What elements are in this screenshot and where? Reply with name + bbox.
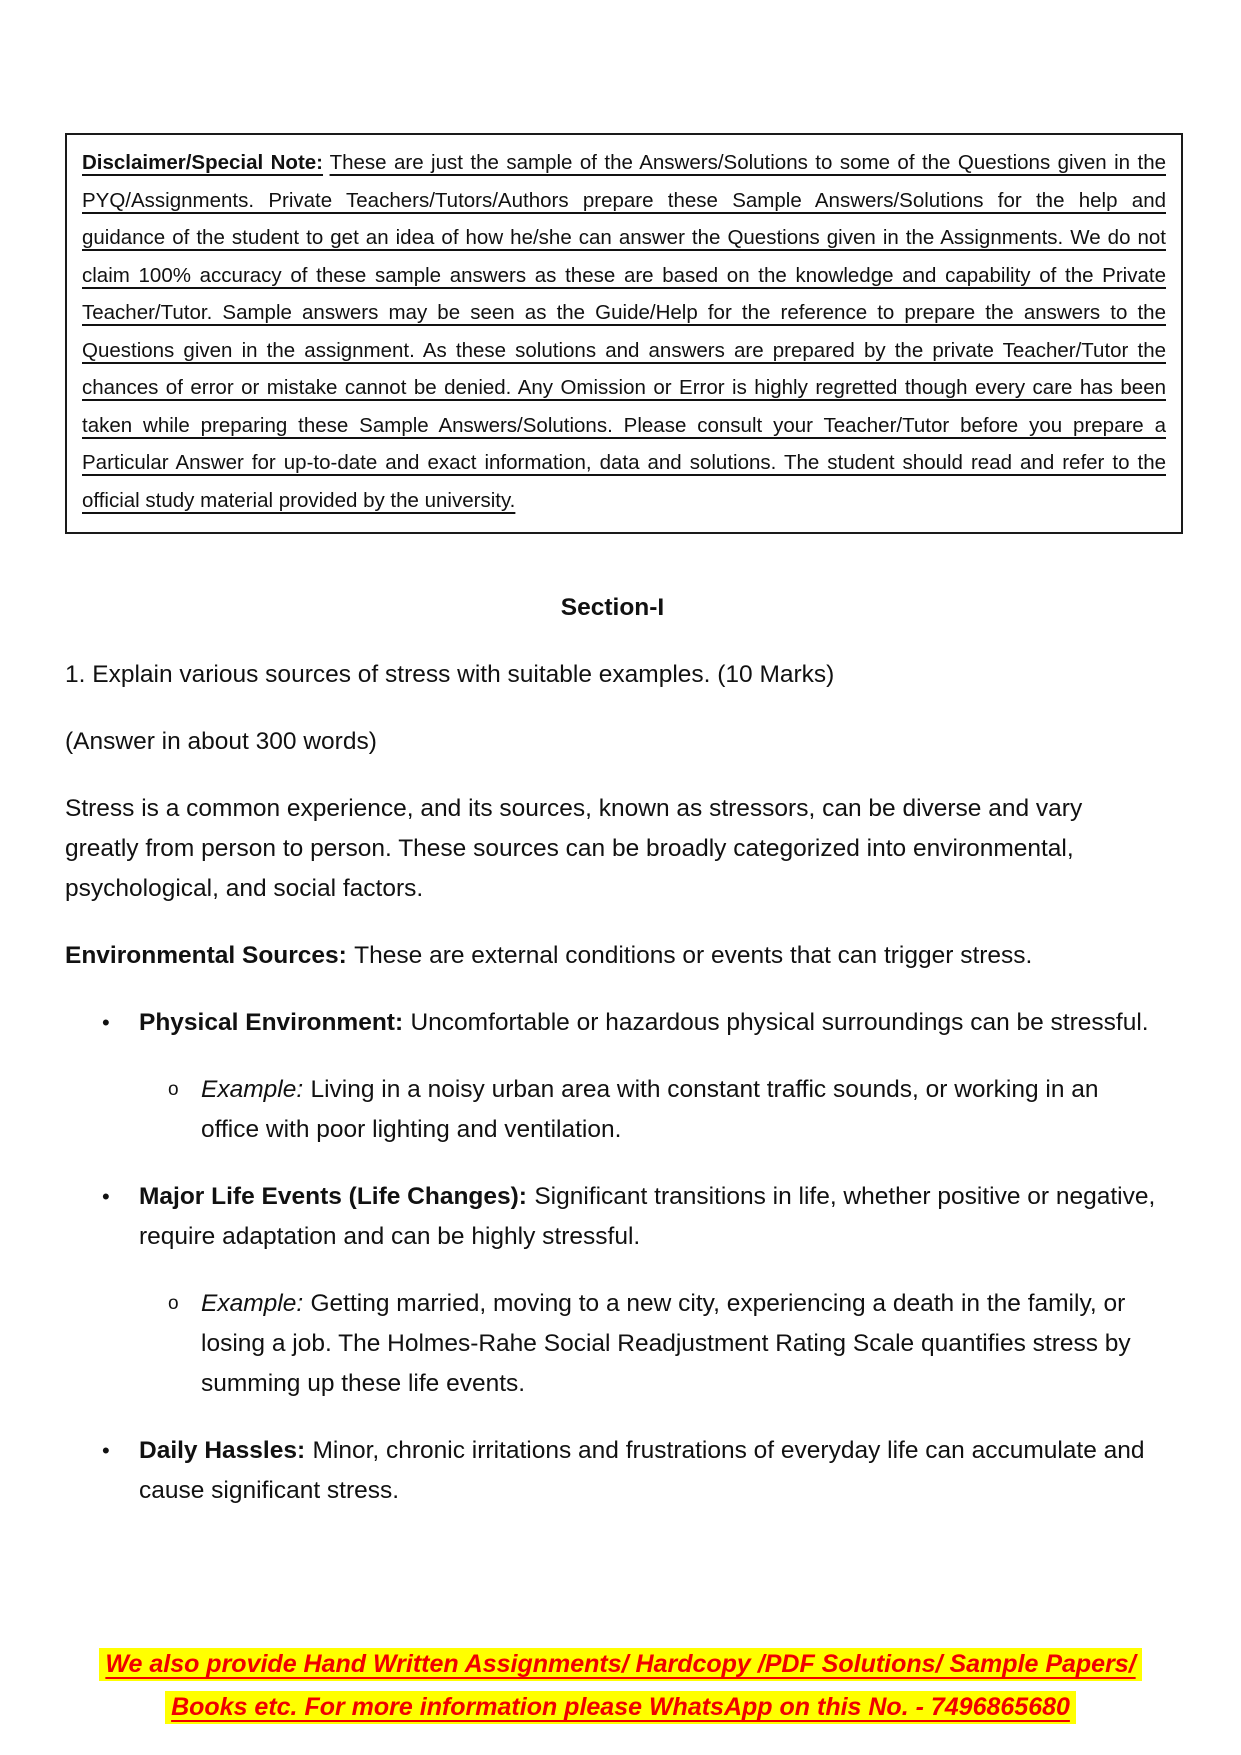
footer-ad-line1: We also provide Hand Written Assignments/ Hardcopy /PDF Solutions/ Sample Papers/: [99, 1648, 1141, 1681]
bullet-description: Uncomfortable or hazardous physical surroundings can be stressful.: [410, 1009, 1149, 1036]
list-subitem: [65, 1070, 1160, 1150]
example-label: Example:: [201, 1290, 304, 1317]
example-label: Example:: [201, 1076, 304, 1103]
example-description: Getting married, moving to a new city, experiencing a death in the family, or losing a job. The Holmes-Rahe Social Readjustment Rating Scale quantifies stress by summing up these life events.: [201, 1290, 1131, 1397]
example-text: [201, 1284, 1160, 1404]
disclaimer-box: [65, 133, 1183, 534]
environmental-sources-text: These are external conditions or events that can trigger stress.: [354, 942, 1033, 969]
bullet-description: Significant transitions in life, whether positive or negative, require adaptation and can be highly stressful.: [139, 1183, 1156, 1250]
circle-bullet-icon: o: [168, 1079, 179, 1100]
environmental-sources-paragraph: [65, 936, 1160, 976]
bullet-text: [139, 1431, 1160, 1511]
bullet-text: [139, 1177, 1160, 1257]
list-item: [65, 1431, 1160, 1511]
footer-ad-line1-wrap: [0, 1643, 1241, 1686]
main-content: [65, 560, 1160, 1511]
bullet-description: Minor, chronic irritations and frustrations of everyday life can accumulate and cause significant stress.: [139, 1437, 1145, 1504]
bullet-text: [139, 1003, 1160, 1043]
bullet-label: Physical Environment:: [139, 1009, 404, 1036]
list-subitem: [65, 1284, 1160, 1404]
bullet-label: Daily Hassles:: [139, 1437, 306, 1464]
circle-bullet-icon: o: [168, 1293, 179, 1314]
intro-paragraph: Stress is a common experience, and its sources, known as stressors, can be diverse and vary greatly from person to person. These sources can be broadly categorized into environmental, psychological, and social factors.: [65, 795, 1083, 902]
footer-ad-line2-wrap: [0, 1686, 1241, 1729]
footer-ad-line2: Books etc. For more information please WhatsApp on this No. - 7496865680: [165, 1691, 1076, 1724]
footer-ad: [0, 1643, 1241, 1729]
disclaimer-body: These are just the sample of the Answers/Solutions to some of the Questions given in the PYQ/Assignments. Private Teachers/Tutors/Authors prepare these Sample Answers/Solutions for the help and guidance of the student to get an idea of how he/she can answer the Questions given in the Assignments. We do not claim 100% accuracy of these sample answers as these are based on the knowledge and capability of the Private Teacher/Tutor. Sample answers may be seen as the Guide/Help for the reference to prepare the answers to the Questions given in the assignment. As these solutions and answers are prepared by the private Teacher/Tutor the chances of error or mistake cannot be denied. Any Omission or Error is highly regretted though every care has been taken while preparing these Sample Answers/Solutions. Please consult your Teacher/Tutor before you prepare a Particular Answer for up-to-date and exact information, data and solutions. The student should read and refer to the official study material provided by the university.: [82, 151, 1166, 512]
example-text: [201, 1070, 1160, 1150]
list-item: [65, 1003, 1160, 1043]
environmental-sources-heading: Environmental Sources:: [65, 942, 347, 969]
list-item: [65, 1177, 1160, 1257]
answer-word-note: (Answer in about 300 words): [65, 728, 377, 755]
disclaimer-paragraph: [82, 144, 1166, 519]
question-text: 1. Explain various sources of stress with suitable examples. (10 Marks): [65, 661, 835, 688]
bullet-icon: •: [102, 1438, 110, 1463]
bullet-icon: •: [102, 1184, 110, 1209]
bullet-icon: •: [102, 1010, 110, 1035]
bullet-label: Major Life Events (Life Changes):: [139, 1183, 527, 1210]
section-title: Section-I: [560, 594, 665, 621]
disclaimer-label: Disclaimer/Special Note:: [82, 151, 324, 174]
example-description: Living in a noisy urban area with constant traffic sounds, or working in an office with poor lighting and ventilation.: [201, 1076, 1099, 1143]
